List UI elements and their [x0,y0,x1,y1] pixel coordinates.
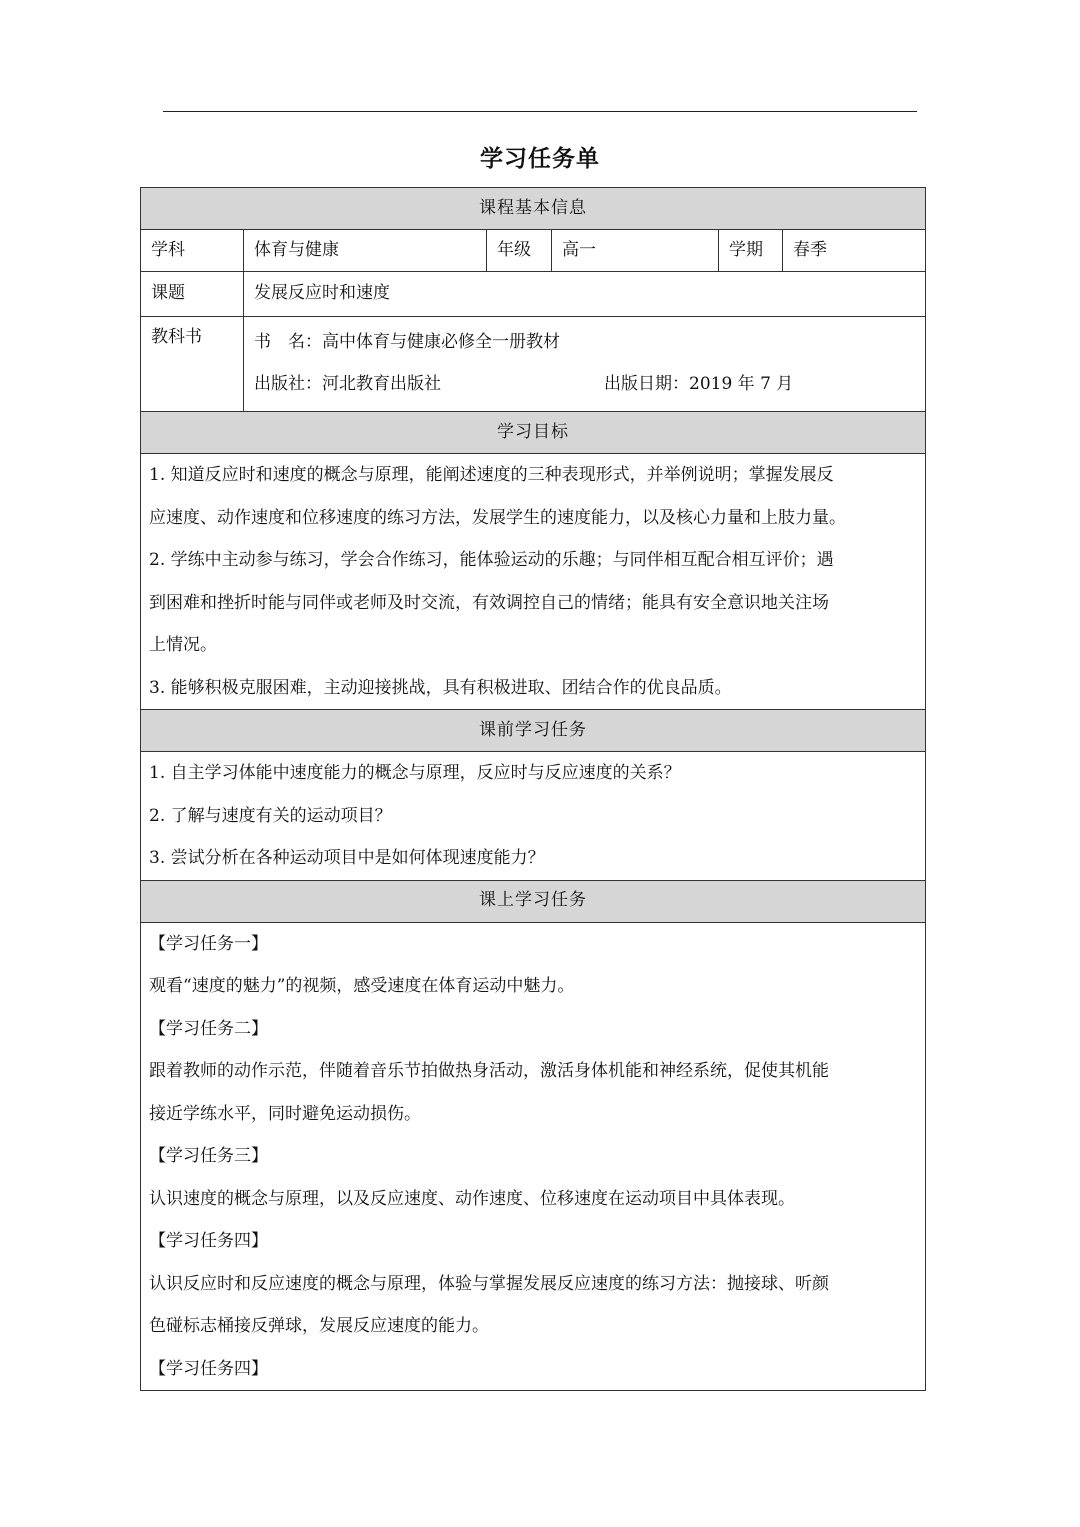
section-header-in-class [141,880,926,922]
objective-line: 应速度、动作速度和位移速度的练习方法，发展学生的速度能力，以及核心力量和上肢力量。 [149,507,846,528]
task-sheet-table [140,187,926,1391]
task-text: 认识速度的概念与原理，以及反应速度、动作速度、位移速度在运动项目中具体表现。 [149,1188,795,1209]
objective-line: 2. 学练中主动参与练习，学会合作练习，能体验运动的乐趣；与同伴相互配合相互评价；遇 [149,550,834,570]
grade-label: 年级 [487,230,552,272]
task-text: 认识反应时和反应速度的概念与原理，体验与掌握发展反应速度的练习方法：抛接球、听颜 [149,1273,829,1294]
section-header-basic-info [141,188,926,230]
page-title: 学习任务单 [480,146,600,172]
grade-value: 高一 [552,230,719,272]
objective-line: 1. 知道反应时和速度的概念与原理，能阐述速度的三种表现形式，并举例说明；掌握发展反 [149,465,834,485]
term-value: 春季 [783,230,926,272]
textbook-info [244,317,926,412]
task-heading: 【学习任务三】 [149,1146,268,1166]
section-header-pre-class [141,710,926,752]
publisher: 出版社：河北教育出版社 [254,374,441,395]
subject-label: 学科 [141,230,244,272]
task-heading: 【学习任务四】 [149,1231,268,1251]
task-text: 观看“速度的魅力”的视频，感受速度在体育运动中魅力。 [149,976,575,996]
task-text: 跟着教师的动作示范，伴随着音乐节拍做热身活动，激活身体机能和神经系统，促使其机能 [149,1061,829,1081]
task-heading: 【学习任务二】 [149,1018,268,1039]
task-text: 接近学练水平，同时避免运动损伤。 [149,1103,421,1124]
book-name: 书 名：高中体育与健康必修全一册教材 [254,332,560,353]
topic-label: 课题 [141,272,244,317]
term-label: 学期 [719,230,783,272]
topic-value: 发展反应时和速度 [244,272,926,317]
row-pre-class [141,752,926,881]
pre-class-task: 3. 尝试分析在各种运动项目中是如何体现速度能力？ [149,848,545,868]
pre-class-task: 1. 自主学习体能中速度能力的概念与原理，反应时与反应速度的关系？ [149,763,681,783]
task-heading: 【学习任务四】 [149,1358,268,1379]
row-subject [141,230,926,272]
objectives-content [141,454,926,710]
row-textbook [141,317,926,412]
publisher-date-line [254,364,915,406]
row-in-class [141,922,926,1391]
row-objectives [141,454,926,710]
section-title-basic-info: 课程基本信息 [141,188,926,230]
pre-class-task: 2. 了解与速度有关的运动项目？ [149,805,392,826]
header-rule [163,111,917,112]
pre-class-content [141,752,926,881]
section-title-pre-class: 课前学习任务 [141,710,926,752]
objective-line: 到困难和挫折时能与同伴或老师及时交流，有效调控自己的情绪；能具有安全意识地关注场 [149,592,829,613]
task-text: 色碰标志桶接反弹球，发展反应速度的能力。 [149,1316,489,1336]
section-title-in-class: 课上学习任务 [141,880,926,922]
book-name-line [254,322,915,364]
textbook-label: 教科书 [141,317,244,412]
section-header-objectives [141,412,926,454]
objective-line: 上情况。 [149,635,217,655]
objective-line: 3. 能够积极克服困难，主动迎接挑战，具有积极进取、团结合作的优良品质。 [149,677,732,698]
publish-date: 出版日期：2019 年 7 月 [604,374,794,395]
row-topic [141,272,926,317]
subject-value: 体育与健康 [244,230,487,272]
in-class-content [141,922,926,1391]
task-heading: 【学习任务一】 [149,933,268,954]
section-title-objectives: 学习目标 [141,412,926,454]
